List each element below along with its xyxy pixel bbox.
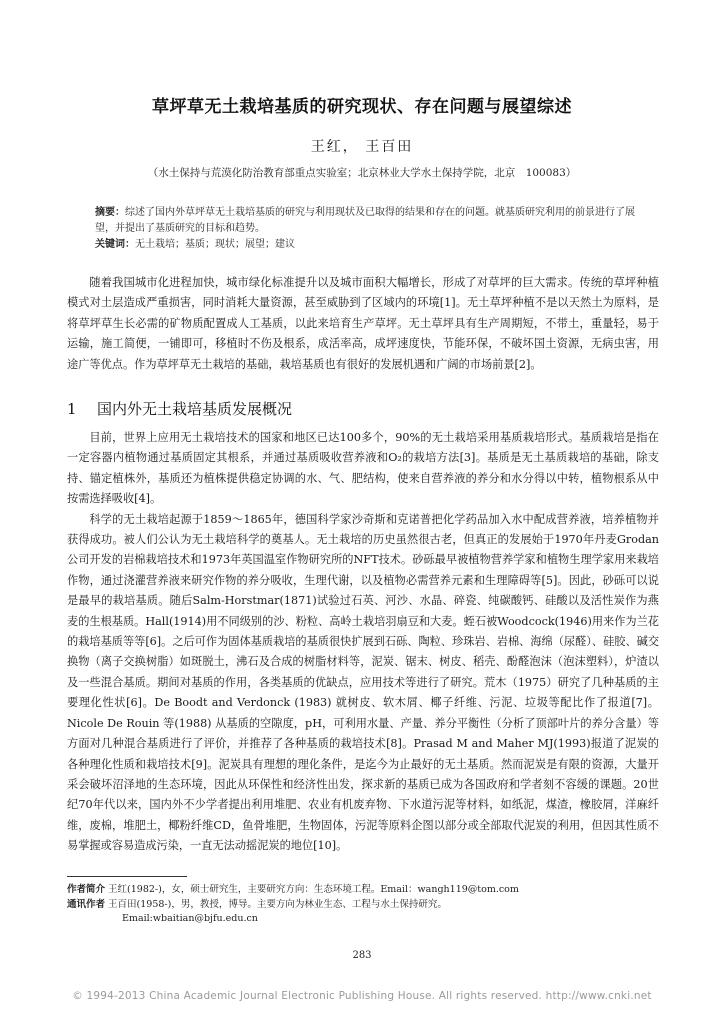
section-title: 国内外无土栽培基质发展概况 [97, 400, 293, 418]
footnote-rule [67, 876, 187, 877]
paper-title: 草坪草无土栽培基质的研究现状、存在问题与展望综述 [152, 97, 572, 117]
footnotes [67, 883, 667, 927]
abstract-label: 摘要： [95, 207, 125, 218]
keywords-label: 关键词： [95, 239, 135, 250]
abstract-block [95, 205, 645, 253]
abstract-text: 综述了国内外草坪草无土栽培基质的研究与利用现状及已取得的结果和存在的问题。就基质研究利用的前景进行了展望，并提出了基质研究的目标和趋势。 [95, 207, 635, 234]
section-number: 1 [67, 400, 77, 418]
page-number: 283 [352, 950, 372, 961]
keywords [95, 237, 645, 253]
author-note [67, 883, 667, 898]
author-note-label: 作者简介 [67, 884, 106, 895]
intro-section [67, 273, 659, 375]
section-body [67, 428, 659, 857]
body-paragraph: 目前，世界上应用无土栽培技术的国家和地区已达100多个，90%的无土栽培采用基质栽培形式。基质栽培是指在一定容器内植物通过基质固定其根系，并通过基质吸收营养液和O₂的栽培方法[3]。基质是无土基质栽培的基础，除支持、锚定植株外，基质还为植株提供稳定协调的水、气、肥结构，使来自营养液的养分和水分得以中转，植物根系从中按需选择吸收[4]。 [67, 431, 659, 506]
intro-paragraph: 随着我国城市化进程加快，城市绿化标准提升以及城市面积大幅增长，形成了对草坪的巨大需求。传统的草坪种植模式对土层造成严重损害，同时消耗大量资源，甚至威胁到了区域内的环境[1]。无土草坪种植不是以天然土为原料，是将草坪草生长必需的矿物质配置成人工基质，以此来培育生产草坪。无土草坪具有生产周期短，不带土，重量轻，易于运输，施工简便，一铺即可，移植时不伤及根系，成活率高，成坪速度快，节能环保，不破坏国土资源，无病虫害，用途广等优点。作为草坪草无土栽培的基础，栽培基质也有很好的发展机遇和广阔的市场前景[2]。 [67, 276, 659, 371]
author-list: 王红， 王百田 [310, 139, 414, 155]
keywords-text: 无土栽培；基质；现状；展望；建议 [135, 239, 295, 250]
abstract [95, 205, 645, 237]
corresponding-label: 通讯作者 [67, 898, 106, 910]
corresponding-email: Email:wbaitian@bjfu.edu.cn [122, 913, 258, 924]
author-note-text: 王红(1982-)，女，硕士研究生，主要研究方向：生态环境工程。Email：wangh119@tom.com [108, 884, 519, 895]
corresponding-text: 王百田(1958-)，男，教授，博导。主要方向为林业生态、工程与水土保持研究。 [108, 898, 447, 910]
affiliation: （水土保持与荒漠化防治教育部重点实验室；北京林业大学水土保持学院，北京 100083） [147, 167, 577, 179]
section-heading [67, 398, 659, 419]
corresponding-note [67, 898, 667, 913]
copyright-footer: © 1994-2013 China Academic Journal Electronic Publishing House. All rights reserved. http://www.cnki.net [72, 990, 652, 1002]
body-paragraph: 科学的无土栽培起源于1859～1865年，德国科学家沙奇斯和克诺普把化学药品加入水中配成营养液，培养植物并获得成功。被人们公认为无土栽培科学的奠基人。无土栽培的历史虽然很古老，但真正的发展始于1970年丹麦Grodan公司开发的岩棉栽培技术和1973年英国温室作物研究所的NFT技术。砂砾最早被植物营养学家和植物生理学家用来栽培作物，通过浇灌营养液来研究作物的养分吸收，生理代谢，以及植物必需营养元素和生理障碍等[5]。因此，砂砾可以说是最早的栽培基质。随后Salm-Horstmar(1871)试验过石英、河沙、水晶、碎瓷、纯碳酸钙、硅酸以及活性炭作为燕麦的生根基质。Hall(1914)用不同级别的沙、粉粒、高岭土栽培羽扇豆和大麦。蛭石被Woodcock(1946)用来作为兰花的栽培基质等等[6]。之后可作为固体基质栽培的基质很快扩展到石砾、陶粒、珍珠岩、岩棉、海绵（尿醛）、硅胶、碱交换物（离子交换树脂）如斑脱土，沸石及合成的树脂材料等，泥炭、锯末、树皮、稻壳、酚醛泡沫（泡沫塑料），炉渣以及一些混合基质。期间对基质的作用，各类基质的优缺点，应用技术等进行了研究。荒木（1975）研究了几种基质的主要理化性状[6]。De Boodt and Verdonck (1983) 就树皮、软木屑、椰子纤维、污泥、垃圾等配比作了报道[7]。Nicole De Rouin 等(1988) 从基质的空隙度，pH，可利用水量、产量、养分平衡性（分析了顶部叶片的养分含量）等方面对几种混合基质进行了评价，并推荐了各种基质的栽培技术[8]。Prasad M and Maher MJ(1993)报道了泥炭的各种理化性质和栽培技术[9]。泥炭具有理想的理化条件，是迄今为止最好的无土基质。然而泥炭是有限的资源，大量开采会破坏沼泽地的生态环境，因此从环保性和经济性出发，探求新的基质已成为各国政府和学者刻不容缓的课题。20世纪70年代以来，国内外不少学者提出利用堆肥、农业有机废弃物、下水道污泥等材料，如纸泥，煤渣，橡胶屑，洋麻纤维，废棉，堆肥土，椰粉纤维CD，鱼骨堆肥，生物固体，污泥等原料企图以部分或全部取代泥炭的利用，但因其性质不易掌握或容易造成污染，一直无法动摇泥炭的地位[10]。 [67, 512, 660, 853]
